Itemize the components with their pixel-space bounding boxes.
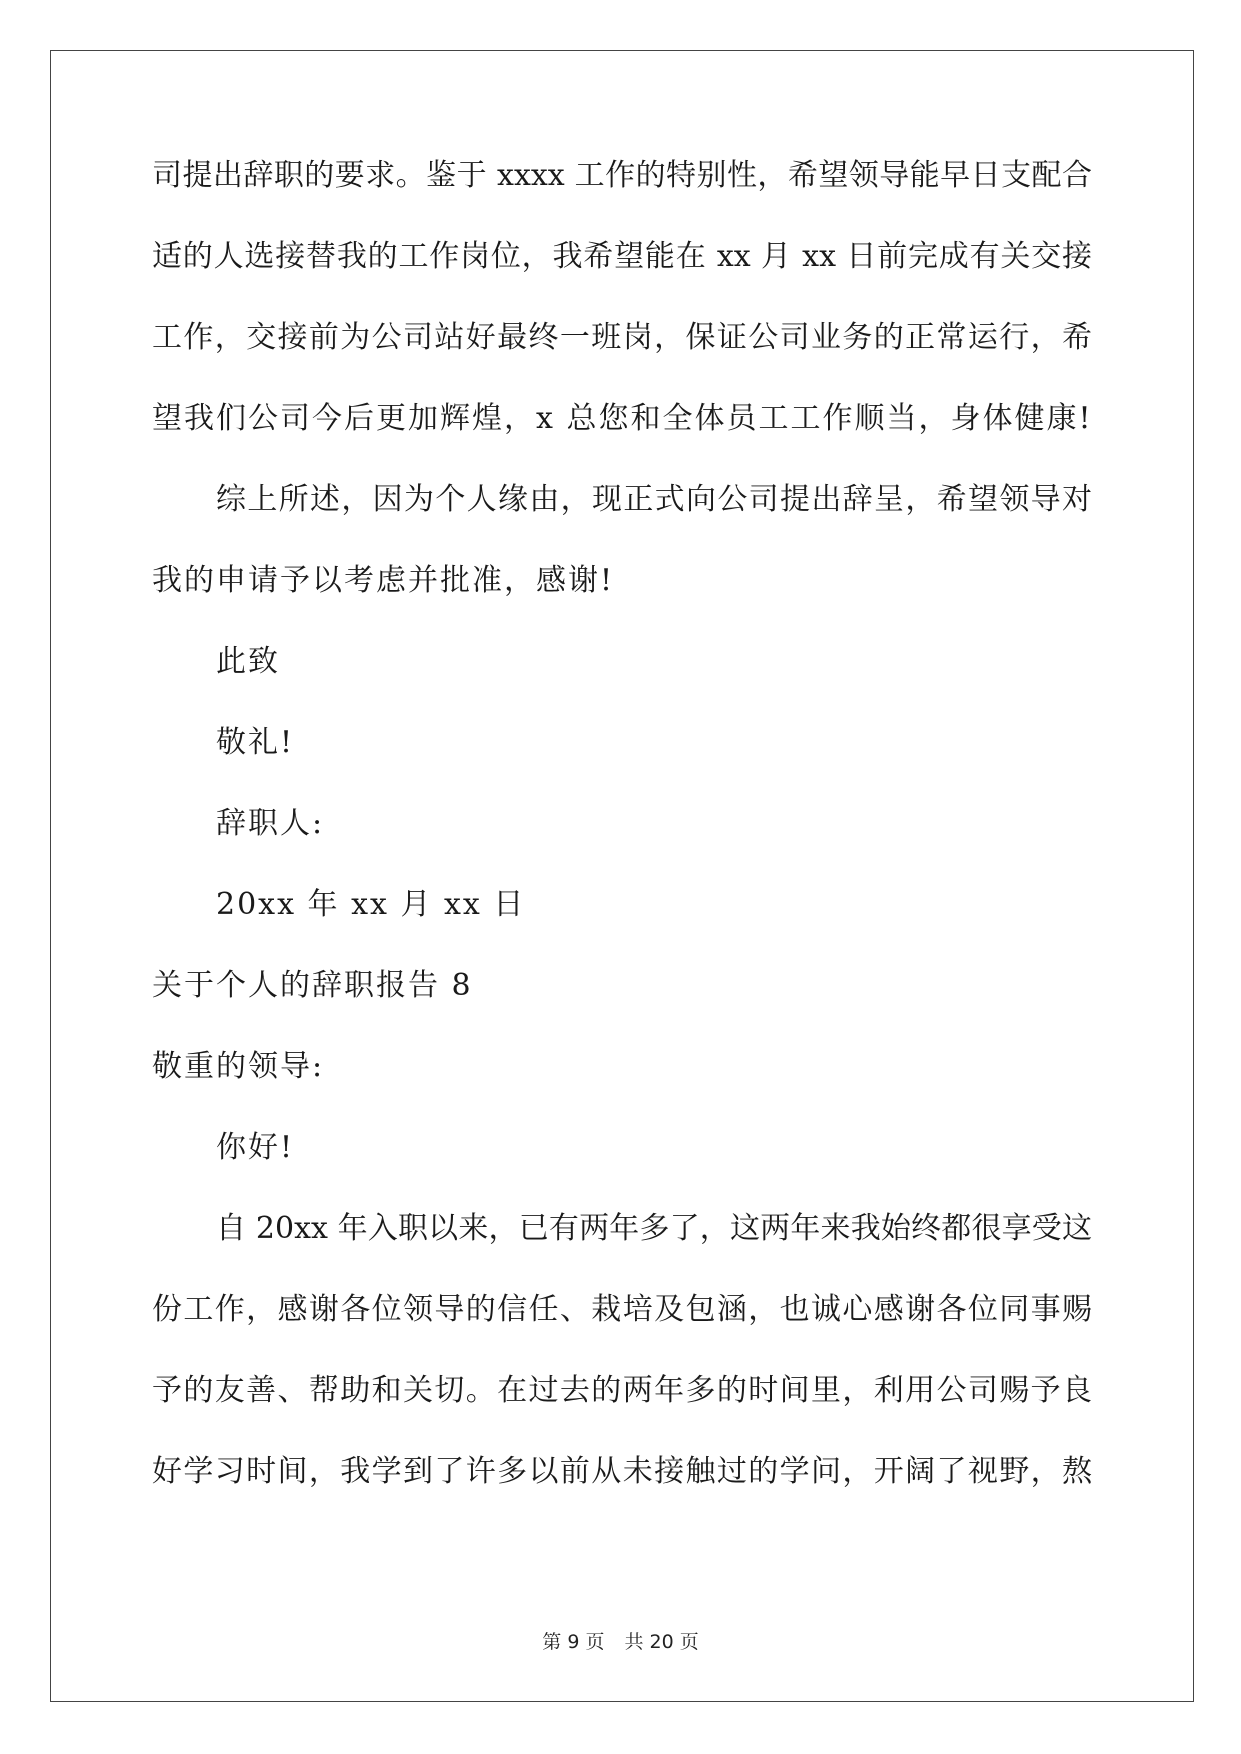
section-title: 关于个人的辞职报告 8: [152, 968, 473, 1003]
signature-label: 辞职人:: [216, 806, 325, 841]
text-line: 适的人选接替我的工作岗位，我希望能在 xx 月 xx 日前完成有关交接: [152, 239, 1092, 274]
date-line: 20xx 年 xx 月 xx 日: [216, 887, 526, 922]
text-line: 工作，交接前为公司站好最终一班岗，保证公司业务的正常运行，希: [152, 320, 1092, 355]
greeting-line: 你好!: [216, 1130, 295, 1165]
text-line: 综上所述，因为个人缘由，现正式向公司提出辞呈，希望领导对: [216, 482, 1092, 517]
page-number-total: 共 20 页: [624, 1631, 699, 1653]
text-line: 予的友善、帮助和关切。在过去的两年多的时间里，利用公司赐予良: [152, 1373, 1092, 1408]
greeting-line: 敬重的领导:: [152, 1049, 325, 1084]
page-footer: [0, 1630, 1241, 1654]
text-line: 份工作，感谢各位领导的信任、栽培及包涵，也诚心感谢各位同事赐: [152, 1292, 1092, 1327]
text-line: 望我们公司今后更加辉煌，x 总您和全体员工工作顺当，身体健康!: [152, 401, 1093, 436]
salutation-line: 敬礼!: [216, 725, 295, 760]
page-number-current: 第 9 页: [542, 1631, 605, 1653]
text-line: 自 20xx 年入职以来，已有两年多了，这两年来我始终都很享受这: [216, 1211, 1092, 1246]
text-line: 司提出辞职的要求。鉴于 xxxx 工作的特别性，希望领导能早日支配合: [152, 158, 1092, 193]
salutation-line: 此致: [216, 644, 280, 679]
text-line: 我的申请予以考虑并批准，感谢!: [152, 563, 615, 598]
text-line: 好学习时间，我学到了许多以前从未接触过的学问，开阔了视野，熬: [152, 1454, 1092, 1489]
